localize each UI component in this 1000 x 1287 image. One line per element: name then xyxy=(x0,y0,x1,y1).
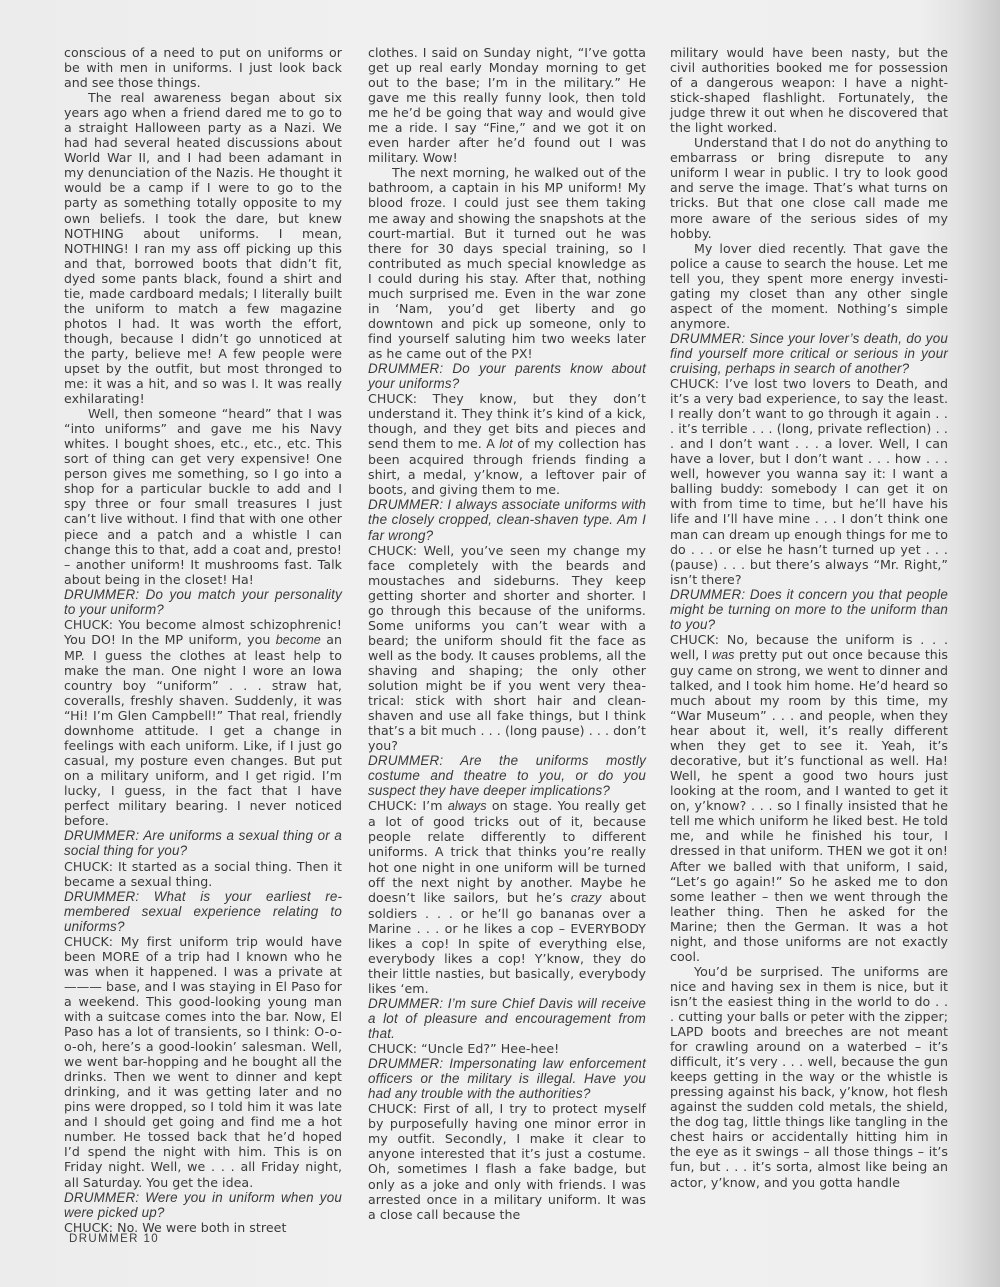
answer-text: CHUCK: No, because the uniform is . . . well, I xyxy=(670,631,948,662)
interviewer-question: DRUMMER: Were you in uniform when you were picked up? xyxy=(64,1189,342,1220)
interviewee-answer: CHUCK: Well, you’ve seen my change my face completely with the beards and moustaches and sideburns. They keep getting shorter and shorter and shorter. I go through this because of the uniforms. Some uniforms you can’t wear with a beard; the uniform should fit the face as well as the body. It causes problems, all the shaving and shaping; the only other solution might be if you went very theatrical: stick with short hair and clean-shaven and use all fake things, but I think that’s a bit much . . . (long pause) . . . don’t you? xyxy=(368,542,646,754)
emphasis-text: always xyxy=(447,799,487,814)
interviewee-answer: CHUCK: I’ve lost two lovers to Death, and it’s a very bad experience, to say the least. I really don’t want to go through it again . . . it’s terrible . . . (long, private reflection) . . . and I don’t want . . . a lover. Well, I can have a lover, but I don’t want . . . how . . . well, however you wanna say it: I want a balling buddy: somebody I can get it on with from time to time, but he’ll have his life and I’ll have mine . . . I don’t think one man can dream up enough things for me to do . . . or else he hasn’t turned up yet . . . (pause) . . . but there’s always “Mr. Right,” isn’t there? xyxy=(670,376,948,587)
interviewer-question: DRUMMER: I always associate uniforms with the closely cropped, clean-shaven type. Am I far wrong? xyxy=(368,497,646,543)
body-paragraph: military would have been nasty, but the civil authorities booked me for possession of a dangerous weapon: I have a nightstick-shaped flashlight. Fortunately, the judge threw it out when he discovered that the light worked. xyxy=(670,45,948,136)
answer-text: on stage. You really get a lot of good tricks out of it, because people relate differently to different uniforms. A trick that thinks you’re really hot one night in one uniform will be turned off the next night by another. Maybe he doesn’t like sailors, but he’s xyxy=(368,798,646,905)
emphasis-text: crazy xyxy=(570,890,602,905)
emphasis-text: lot xyxy=(499,437,513,452)
answer-text: about soldiers . . . or he’ll go bananas over a Marine . . . or he likes a cop – EVERYBODY likes a cop! In spite of everything else, everybody likes a cop! Y’know, they do their little nasties, but basically, everybody likes ‘em. xyxy=(368,889,646,996)
interviewer-question: DRUMMER: Do you match your personality to your uniform? xyxy=(64,586,342,617)
text-column-1 xyxy=(64,45,342,1235)
answer-text: pretty put out once because this guy came on strong, we went to dinner and talked, and I took him home. He’d heard so much about my room by this time, my “War Museum” . . . and people, when they hear about it, well, it’s really different when they get to see it. Yeah, it’s decorative, but it’s functional as well. Ha! Well, he spent a good two hours just looking at the room, and I wanted to get it on, y’know? . . . so I finally insisted that he tell me which uniform he liked best. He told me, and while he finished his tour, I dressed in that uniform. THEN we got it on! After we balled with that uniform, I said, “Let’s go again!” So he asked me to don some leather – then we went through the leather thing. Then he asked for the Marine; then the German. It was a hot night, and those uniforms are not exactly cool. xyxy=(670,646,949,964)
interviewee-answer: CHUCK: My first uniform trip would have been MORE of a trip had I known who he was when it happened. I was a private at ——— base, and I was staying in El Paso for a weekend. This good-looking young man with a suitcase comes into the bar. Now, El Paso has a lot of transients, so I think: O-o-o-oh, here’s a good-lookin’ salesman. Well, we went bar-hopping and he bought all the drinks. Then we went to dinner and kept drinking, and it was getting later and no pins were dropped, so I told him it was late and I should get going and find me a hot number. He tossed back that he’d hoped I’d spend the night with him. This is on Friday night. Well, we . . . all Friday night, all Saturday. You get the idea. xyxy=(64,933,342,1190)
interviewee-answer xyxy=(64,617,342,829)
interviewee-answer: CHUCK: It started as a social thing. Then it became a sexual thing. xyxy=(64,858,342,889)
body-paragraph: conscious of a need to put on uniforms or be with men in uniforms. I just look back and see those things. xyxy=(64,45,342,91)
answer-text: CHUCK: You become almost schizophrenic! You DO! In the MP uniform, you xyxy=(64,616,342,647)
body-paragraph: My lover died recently. That gave the police a cause to search the house. Let me tell you, they spent more energy investigating my closet than any other single aspect of the moment. Nothing’s simple anymore. xyxy=(670,240,948,331)
interviewer-question: DRUMMER: Do your parents know about your uniforms? xyxy=(368,360,646,392)
page-folio: DRUMMER 10 xyxy=(69,1233,160,1245)
interviewee-answer xyxy=(670,632,948,964)
interviewee-answer xyxy=(368,798,646,996)
answer-text: an MP. I guess the clothes at least help to make the man. One night I wore an Iowa country boy “uniform” . . . straw hat, coveralls, freshly shaven. Suddenly, it was “Hi! I’m Glen Campbell!” That real, friendly downhome attitude. I get a change in feelings with each uniform. Like, if I just go casual, my posture even changes. But put on a military uniform, and I get rigid. I’m lucky, I guess, in the fact that I have perfect military bearing. I never noticed before. xyxy=(64,631,342,829)
emphasis-text: become xyxy=(275,632,321,647)
interviewer-question: DRUMMER: What is your earliest remembered sexual experience relating to uniforms? xyxy=(64,888,342,934)
answer-text: of my collection has been acquired through friends finding a shirt, a medal, y’know, a leftover pair of boots, and giving them to me. xyxy=(368,436,647,498)
interviewee-answer: CHUCK: “Uncle Ed?” Hee-hee! xyxy=(368,1041,560,1057)
body-paragraph: clothes. I said on Sunday night, “I’ve gotta get up real early Monday morning to get out to the base; I’m in the military.” He gave me this really funny look, then told me he’d be going that way and would give me a ride. I say “Fine,” and we got it on even harder after he’d found out I was military. Wow! xyxy=(368,45,646,166)
text-column-3 xyxy=(670,45,948,1190)
interviewee-answer: CHUCK: First of all, I try to protect myself by purposefully having one minor error in my outfit. Secondly, I make it clear to anyone interested that it’s just a costume. Oh, sometimes I flash a fake badge, but only as a joke and only with friends. I was arrested once in a military uniform. It was a close call because the xyxy=(368,1101,646,1222)
interviewer-question: DRUMMER: Are the uniforms mostly costume and theatre to you, or do you suspect they have deeper implications? xyxy=(368,753,646,799)
text-column-2 xyxy=(368,45,646,1222)
emphasis-text: was xyxy=(711,647,735,662)
interviewee-answer xyxy=(368,391,646,497)
answer-text: CHUCK: I’m xyxy=(368,798,448,814)
body-paragraph: You’d be surprised. The uniforms are nice and having sex in them is nice, but it isn’t the easiest thing in the world to do . . . cutting your balls or peter with the zipper; LAPD boots and breeches are not meant for crawling around on a waterbed – it’s difficult, it’s very . . . well, because the gun keeps getting in the way or the whistle is pressing against his back, y’know, hot flesh against the sudden cold metals, the shield, the dog tag, little things like tangling in the chest hairs or accidentally hitting him in the eye as it swings – all those things – it’s fun, but . . . it’s sorta, almost like being an actor, y’know, and you gotta handle xyxy=(670,963,948,1190)
interviewee-answer: CHUCK: No. We were both in street xyxy=(64,1219,287,1235)
interviewer-question: DRUMMER: Are uniforms a sexual thing or a social thing for you? xyxy=(64,828,342,859)
body-paragraph: The real awareness began about six years ago when a friend dared me to go to a straight Halloween party as a Nazi. We had had several heated discussions about World War II, and I had been adamant in my denunciation of the Nazis. He thought it would be a camp if I were to go to the party as something totally opposite to my own beliefs. I took the dare, but knew NOTHING about uniforms. I mean, NOTHING! I ran my ass off picking up this and that, borrowed boots that didn’t fit, dyed some pants black, found a shirt and tie, made cardboard medals; I literally built the uniform to match a few magazine photos I had. It was worth the effort, though, because I didn’t go unnoticed at the party, believe me! A few people were upset by the outfit, but most thronged to me: it was a hit, and so was I. It was really exhilarating! xyxy=(64,90,342,407)
interviewer-question: DRUMMER: Does it concern you that people might be turning on more to the uniform than to you? xyxy=(670,586,948,632)
body-paragraph: Well, then someone “heard” that I was “into uniforms” and gave me his Navy whites. I bought shoes, etc., etc., etc. This sort of thing can get very expensive! One person gives me something, so I go into a shop for a particular buckle to add and I spy three or four small treasures I just can’t live without. I find that with one other piece and a patch and a whistle I can change this to that, add a coat and, presto! – another uniform! It mushrooms fast. Talk about being in the closet! Ha! xyxy=(64,406,342,587)
interviewer-question: DRUMMER: I’m sure Chief Davis will receive a lot of pleasure and encouragement from that. xyxy=(368,995,646,1042)
interviewer-question: DRUMMER: Impersonating law enforcement officers or the military is illegal. Have you had any trouble with the authorities? xyxy=(368,1056,646,1102)
interviewer-question: DRUMMER: Since your lover’s death, do you find yourself more critical or serious in your cruising, perhaps in search of another? xyxy=(670,330,948,376)
answer-text: CHUCK: They know, but they don’t understand it. They think it’s kind of a kick, though, and they get bits and pieces and send them to me. A xyxy=(368,391,646,452)
body-paragraph: Understand that I do not do anything to embarrass or bring disrepute to any uniform I wear in public. I try to look good and serve the image. That’s what turns on tricks. But that one close call made me more aware of the serious sides of my hobby. xyxy=(670,135,948,241)
body-paragraph: The next morning, he walked out of the bathroom, a captain in his MP uniform! My blood froze. I could just see them taking me away and showing the snapshots at the court-martial. But it turned out he was there for 30 days special training, so I contributed as much special knowledge as I could during his stay. After that, nothing much surprised me. Even in the war zone in ‘Nam, you’d get liberty and go downtown and pick up someone, only to find yourself saluting him two weeks later as he came out of the PX! xyxy=(368,165,646,361)
